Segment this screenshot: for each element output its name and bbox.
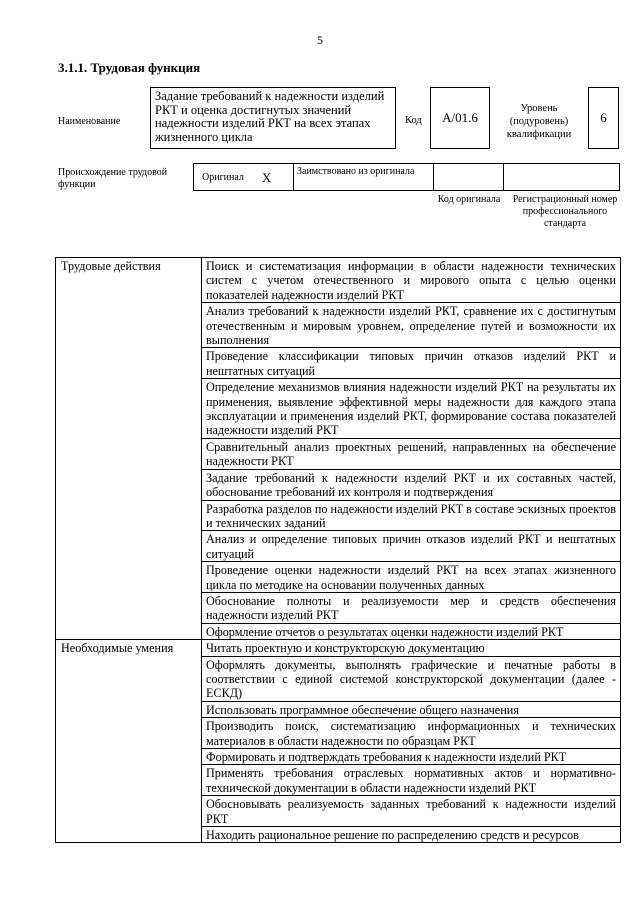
table-cell: Определение механизмов влияния надежности изделий РКТ на результаты их применения, выявление эффективной меры надежности для каждого этапа эксплуатации и применения изделий РКТ, формирование состава показателей надежности изделий РКТ — [202, 379, 621, 439]
table-cell: Задание требований к надежности изделий РКТ и их составных частей, обоснование требований их контроля и подтверждения — [202, 469, 621, 500]
function-name: Задание требований к надежности изделий РКТ и оценка достигнутых значений надежности изделий РКТ на всех этапах жизненного цикла — [150, 87, 396, 149]
code-original-cell — [434, 164, 504, 190]
table-cell: Читать проектную и конструкторскую документацию — [202, 640, 621, 656]
borrowed-label: Заимствовано из оригинала — [294, 164, 434, 190]
original-cell — [194, 164, 294, 190]
table-cell: Обоснование полноты и реализуемости мер и средств обеспечения надежности изделий РКТ — [202, 592, 621, 623]
table-cell: Проведение оценки надежности изделий РКТ на всех этапах жизненного цикла по методике на основании полученных данных — [202, 562, 621, 593]
table-cell: Находить рациональное решение по распределению средств и ресурсов — [202, 827, 621, 843]
original-mark: X — [261, 169, 272, 185]
table-row — [56, 640, 621, 656]
reg-number-cell — [504, 164, 619, 190]
labor-actions-label: Трудовые действия — [56, 258, 202, 640]
code-original-caption: Код оригинала — [437, 194, 501, 205]
table-row — [56, 258, 621, 303]
table-cell: Оформление отчетов о результатах оценки надежности изделий РКТ — [202, 623, 621, 639]
table-cell: Проведение классификации типовых причин отказов изделий РКТ и нештатных ситуаций — [202, 348, 621, 379]
qualification-level: 6 — [588, 87, 619, 149]
table-cell: Применять требования отраслевых нормативных актов и нормативно-технической документации в области надежности изделий РКТ — [202, 765, 621, 796]
table-cell: Анализ и определение типовых причин отказов изделий РКТ и нештатных ситуаций — [202, 531, 621, 562]
table-cell: Сравнительный анализ проектных решений, направленных на обеспечение надежности РКТ — [202, 438, 621, 469]
name-label: Наименование — [58, 116, 121, 127]
reg-number-caption: Регистрационный номер профессионального стандарта — [512, 194, 618, 229]
table-cell: Поиск и систематизация информации в области надежности технических систем с учетом отечественного и мирового опыта с целью оценки показателей надежности изделий РКТ — [202, 258, 621, 303]
original-label: Оригинал — [202, 171, 244, 183]
table-cell: Разработка разделов по надежности изделий РКТ в составе эскизных проектов и технических заданий — [202, 500, 621, 531]
skills-label: Необходимые умения — [56, 640, 202, 843]
origin-label: Происхождение трудовой функции — [58, 167, 168, 190]
origin-table — [193, 163, 620, 191]
table-cell: Оформлять документы, выполнять графические и печатные работы в соответствии с единой системой конструкторской документации (далее - ЕСКД) — [202, 656, 621, 701]
table-cell: Формировать и подтверждать требования к надежности изделий РКТ — [202, 749, 621, 765]
level-label: Уровень (подуровень) квалификации — [506, 103, 572, 140]
section-title: 3.1.1. Трудовая функция — [58, 60, 201, 75]
table-cell: Анализ требований к надежности изделий РКТ, сравнение их с достигнутым отечественным и мировым уровнем, определение путей и возможности их выполнения — [202, 303, 621, 348]
page-number: 5 — [317, 33, 323, 47]
table-cell: Обосновывать реализуемость заданных требований к надежности изделий РКТ — [202, 796, 621, 827]
table-cell: Использовать программное обеспечение общего назначения — [202, 701, 621, 717]
requirements-table — [55, 257, 621, 843]
code-label: Код — [405, 115, 422, 126]
function-code: A/01.6 — [430, 87, 490, 149]
table-cell: Производить поиск, систематизацию информационных и технических материалов в области надежности по образцам РКТ — [202, 718, 621, 749]
